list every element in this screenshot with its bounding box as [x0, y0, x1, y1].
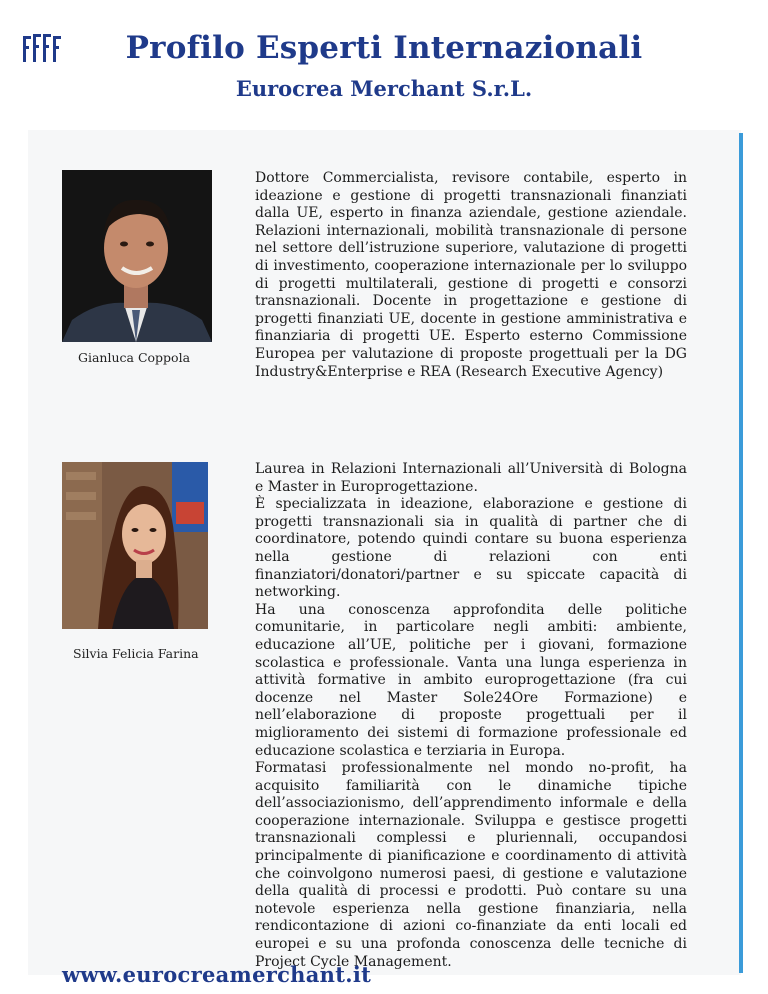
company-name: Eurocrea Merchant S.r.L. — [235, 76, 533, 101]
expert-photo-coppola — [62, 170, 212, 342]
bio-paragraph: È specializzata in ideazione, elaborazione e gestione di progetti transnazionali sia in qualità di partner che di coordinatore, potendo quindi contare su buona esperienza nella gestione di relazioni con enti finanziatori/donatori/partner e su spiccate capacità di networking. — [255, 496, 687, 601]
page-title: Profilo Esperti Internazionali — [125, 30, 643, 66]
bio-paragraph: Laurea in Relazioni Internazionali all’Università di Bologna e Master in Europrogettazione. — [255, 461, 687, 495]
bio-paragraph: Dottore Commercialista, revisore contabile, esperto in ideazione e gestione di progetti transnazionali finanziati dalla UE, esperto in finanza aziendale, gestione aziendale. Relazioni internazionali, mobilità transnazionale di persone nel settore dell’istruzione superiore, valutazione di progetti di investimento, cooperazione internazionale per lo sviluppo di progetti multilaterali, gestione di progetti e consorzi transnazionali. Docente in progettazione e gestione di progetti finanziati UE, docente in gestione amministrativa e finanziaria di progetti UE. Esperto esterno Commissione Europea per valutazione di proposte progettuali per la DG Industry&Enterprise e REA (Research Executive Agency) — [255, 170, 687, 380]
expert-photo-farina — [62, 462, 208, 629]
expert-bio — [255, 461, 687, 971]
expert-bio — [255, 170, 687, 381]
expert-name-caption: Gianluca Coppola — [78, 350, 191, 365]
accent-bar — [739, 133, 743, 973]
bio-paragraph: Ha una conoscenza approfondita delle politiche comunitarie, in particolare negli ambiti: ambiente, educazione all’UE, politiche per i giovani, formazione scolastica e professionale. Vanta una lunga esperienza in attività formative in ambito europrogettazione (fra cui docenze nel Master Sole24Ore Formazione) e nell’elaborazione di proposte progettuali per il miglioramento dei sistemi di formazione professionale ed educazione scolastica e terziaria in Europa. — [255, 601, 687, 759]
website-link[interactable]: www.eurocreamerchant.it — [62, 962, 372, 987]
bio-paragraph: Formatasi professionalmente nel mondo no-profit, ha acquisito familiarità con le dinamiche tipiche dell’associazionismo, dell’apprendimento informale e della cooperazione internazionale. Sviluppa e gestisce progetti transnazionali complessi e pluriennali, occupandosi principalmente di pianificazione e coordinamento di attività che coinvolgono numerosi paesi, di gestione e valutazione della qualità di processi e prodotti. Può contare su una notevole esperienza nella gestione finanziaria, nella rendicontazione di azioni co-finanziate da enti locali ed europei e su una profonda conoscenza delle tecniche di Project Cycle Management. — [255, 760, 687, 970]
expert-name-caption: Silvia Felicia Farina — [73, 646, 199, 661]
